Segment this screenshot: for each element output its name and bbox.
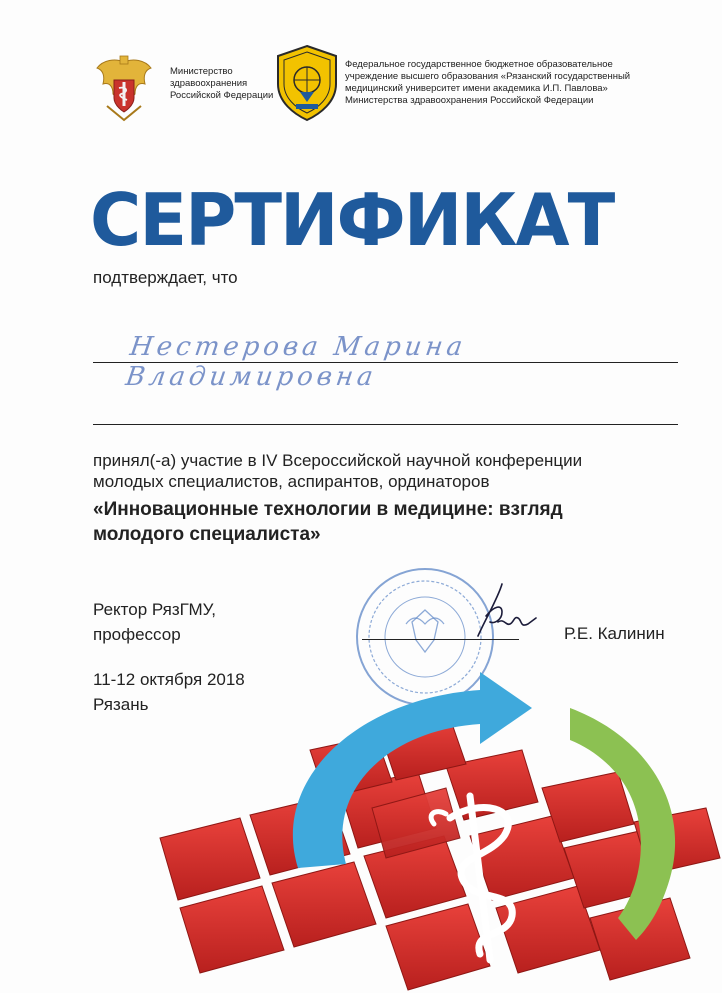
participation-line: принял(-а) участие в IV Всероссийской научной конференции: [93, 451, 583, 470]
rector-line: Ректор РязГМУ,: [93, 600, 216, 619]
event-date: 11-12 октября 2018: [93, 670, 245, 689]
university-line: учреждение высшего образования «Рязанский государственный: [345, 71, 631, 82]
conference-line: «Инновационные технологии в медицине: взгляд: [93, 499, 563, 520]
rector-name: Р.Е. Калинин: [564, 624, 665, 643]
confirms-text: подтверждает, что: [93, 268, 238, 287]
certificate-title: СЕРТИФИКАТ: [90, 178, 614, 262]
rector-line: профессор: [93, 625, 181, 644]
ministry-emblem-icon: [93, 54, 155, 126]
university-line: медицинский университет имени академика И.П. Павлова»: [345, 83, 608, 94]
ministry-line: Российской Федерации: [170, 90, 274, 101]
rector-signature-icon: [468, 578, 540, 648]
decorative-tiles-graphic: [150, 668, 722, 993]
recipient-name: Нестерова Марина Владимировна: [123, 332, 469, 392]
conference-title: [93, 497, 703, 547]
university-line: Федеральное государственное бюджетное образовательное: [345, 59, 613, 70]
ministry-line: здравоохранения: [170, 78, 248, 89]
ministry-line: Министерство: [170, 66, 233, 77]
name-underline: [93, 362, 678, 363]
university-name: [345, 59, 645, 107]
participation-line: молодых специалистов, аспирантов, ординаторов: [93, 472, 490, 491]
event-city: Рязань: [93, 695, 149, 714]
participation-text: [93, 450, 693, 492]
blank-underline: [93, 424, 678, 425]
ministry-name: [170, 66, 280, 102]
university-emblem-icon: [274, 44, 340, 122]
rector-position: [93, 597, 216, 647]
conference-line: молодого специалиста»: [93, 524, 321, 545]
university-line: Министерства здравоохранения Российской Федерации: [345, 95, 594, 106]
